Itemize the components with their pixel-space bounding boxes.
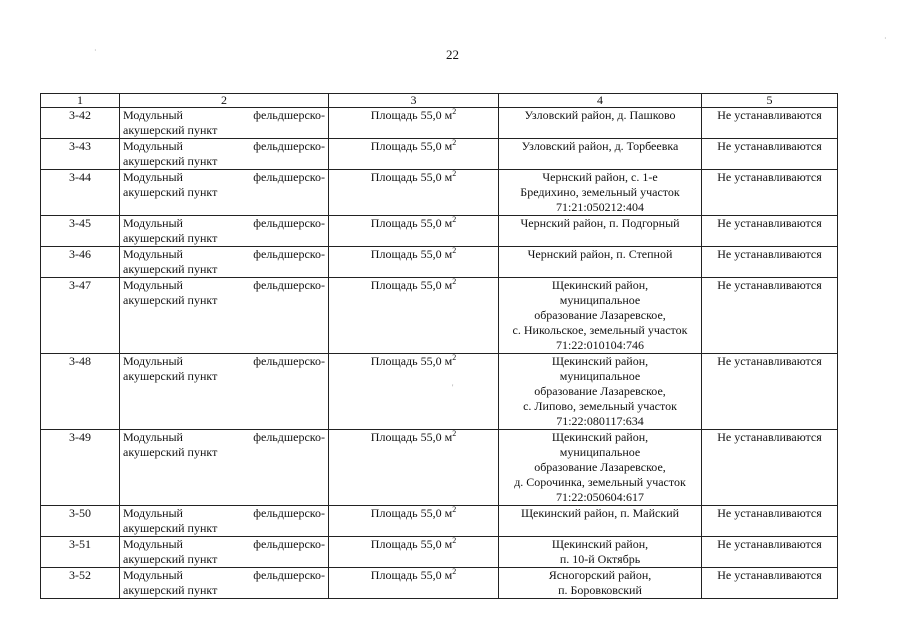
- object-name-cell: [120, 139, 329, 170]
- header-cell-2: 2: [120, 94, 329, 108]
- object-name-word1: Модульный: [123, 139, 183, 153]
- object-name-word2: фельдшерско-: [253, 139, 325, 153]
- object-name-word1: Модульный: [123, 537, 183, 551]
- row-number: 3-47: [69, 278, 91, 292]
- row-number-cell: [41, 506, 120, 537]
- location-line: Узловский район, д. Пашково: [524, 108, 676, 122]
- row-number-cell: [41, 568, 120, 599]
- zones-cell: [702, 139, 838, 170]
- location-line: образование Лазаревское,: [534, 460, 666, 474]
- table-row: [41, 278, 838, 354]
- table-row: [41, 170, 838, 216]
- row-number: 3-43: [69, 139, 91, 153]
- location-line: 71:22:080117:634: [556, 414, 644, 428]
- row-number-cell: [41, 170, 120, 216]
- table-row: [41, 568, 838, 599]
- area-unit-superscript: 2: [452, 138, 457, 147]
- location-line: с. Никольское, земельный участок: [512, 323, 688, 337]
- zones-cell: [702, 354, 838, 430]
- object-name-word1: Модульный: [123, 506, 183, 520]
- object-name-cell: [120, 247, 329, 278]
- area-text: Площадь 55,0 м: [370, 568, 453, 582]
- object-name-word2: фельдшерско-: [253, 216, 325, 230]
- area-text: Площадь 55,0 м: [370, 537, 453, 551]
- location-line: 71:21:050212:404: [555, 200, 644, 214]
- header-cell-1: 1: [41, 94, 120, 108]
- area-text: Площадь 55,0 м: [370, 430, 453, 444]
- object-name-word1: Модульный: [123, 278, 183, 292]
- row-number-cell: [41, 139, 120, 170]
- area-unit-superscript: 2: [452, 246, 457, 255]
- area-unit-superscript: 2: [452, 505, 457, 514]
- object-name-word1: Модульный: [123, 108, 183, 122]
- area-text: Площадь 55,0 м: [370, 170, 453, 184]
- area-text: Площадь 55,0 м: [370, 354, 453, 368]
- scan-speck: ·: [94, 46, 97, 55]
- table-row: [41, 216, 838, 247]
- object-name-word1: Модульный: [123, 568, 183, 582]
- zones-text: Не устанавливаются: [717, 278, 822, 292]
- location-line: Ясногорский район,: [548, 568, 652, 582]
- row-number: 3-52: [69, 568, 91, 582]
- location-cell: [499, 354, 702, 430]
- table-row: [41, 247, 838, 278]
- location-line: образование Лазаревское,: [534, 384, 666, 398]
- scan-speck: ': [452, 383, 454, 392]
- object-name-word2: фельдшерско-: [253, 568, 325, 582]
- object-name-word2: фельдшерско-: [253, 430, 325, 444]
- location-line: Чернский район, с. 1-е: [542, 170, 658, 184]
- zones-text: Не устанавливаются: [717, 139, 822, 153]
- zones-cell: [702, 108, 838, 139]
- zones-cell: [702, 278, 838, 354]
- header-row: [41, 94, 838, 108]
- page-number: 22: [446, 47, 459, 62]
- area-cell: [329, 170, 499, 216]
- zones-text: Не устанавливаются: [717, 506, 822, 520]
- object-name-cell: [120, 108, 329, 139]
- row-number: 3-44: [69, 170, 91, 184]
- object-name-cell: [120, 354, 329, 430]
- header-cell-5: 5: [702, 94, 838, 108]
- object-name-word2: фельдшерско-: [253, 170, 325, 184]
- area-text: Площадь 55,0 м: [370, 108, 453, 122]
- location-line: муниципальное: [559, 293, 641, 307]
- object-name-line2: акушерский пункт: [123, 552, 218, 566]
- area-cell: [329, 354, 499, 430]
- area-cell: [329, 247, 499, 278]
- location-line: Щекинский район,: [551, 354, 649, 368]
- scan-speck: ·: [884, 34, 887, 43]
- location-cell: [499, 247, 702, 278]
- zones-text: Не устанавливаются: [717, 354, 822, 368]
- location-line: муниципальное: [559, 445, 641, 459]
- object-name-word1: Модульный: [123, 170, 183, 184]
- area-text: Площадь 55,0 м: [370, 216, 453, 230]
- location-line: Щекинский район,: [551, 278, 649, 292]
- zones-cell: [702, 568, 838, 599]
- location-line: п. Боровковский: [558, 583, 642, 597]
- table-body: [41, 94, 838, 599]
- object-name-cell: [120, 278, 329, 354]
- object-name-word1: Модульный: [123, 430, 183, 444]
- location-cell: [499, 430, 702, 506]
- table-row: [41, 537, 838, 568]
- area-text: Площадь 55,0 м: [370, 506, 453, 520]
- object-name-word2: фельдшерско-: [253, 278, 325, 292]
- area-unit-superscript: 2: [452, 169, 457, 178]
- zones-cell: [702, 506, 838, 537]
- row-number-cell: [41, 247, 120, 278]
- zones-text: Не устанавливаются: [717, 170, 822, 184]
- header-cell-3: 3: [329, 94, 499, 108]
- zones-cell: [702, 430, 838, 506]
- location-line: Чернский район, п. Подгорный: [520, 216, 680, 230]
- zones-cell: [702, 247, 838, 278]
- area-cell: [329, 139, 499, 170]
- table-row: [41, 354, 838, 430]
- row-number: 3-45: [69, 216, 91, 230]
- location-line: образование Лазаревское,: [534, 308, 666, 322]
- object-name-line2: акушерский пункт: [123, 583, 218, 597]
- object-name-word1: Модульный: [123, 216, 183, 230]
- location-line: Чернский район, п. Степной: [527, 247, 673, 261]
- zones-text: Не устанавливаются: [717, 537, 822, 551]
- zones-text: Не устанавливаются: [717, 247, 822, 261]
- area-unit-superscript: 2: [452, 215, 457, 224]
- area-text: Площадь 55,0 м: [370, 278, 453, 292]
- row-number-cell: [41, 216, 120, 247]
- location-line: Щекинский район,: [551, 430, 649, 444]
- location-line: Узловский район, д. Торбеевка: [521, 139, 679, 153]
- object-name-line2: акушерский пункт: [123, 521, 218, 535]
- object-name-cell: [120, 216, 329, 247]
- location-line: Бредихино, земельный участок: [520, 185, 680, 199]
- object-name-line2: акушерский пункт: [123, 369, 218, 383]
- area-unit-superscript: 2: [452, 567, 457, 576]
- object-name-line2: акушерский пункт: [123, 262, 218, 276]
- table-row: [41, 506, 838, 537]
- location-cell: [499, 216, 702, 247]
- row-number-cell: [41, 430, 120, 506]
- area-unit-superscript: 2: [452, 107, 457, 116]
- location-line: д. Сорочинка, земельный участок: [514, 475, 686, 489]
- zones-text: Не устанавливаются: [717, 568, 822, 582]
- object-name-line2: акушерский пункт: [123, 123, 218, 137]
- row-number: 3-42: [69, 108, 91, 122]
- object-name-line2: акушерский пункт: [123, 231, 218, 245]
- table-row: [41, 139, 838, 170]
- location-line: с. Липово, земельный участок: [523, 399, 677, 413]
- location-line: муниципальное: [559, 369, 641, 383]
- area-cell: [329, 108, 499, 139]
- zones-text: Не устанавливаются: [717, 430, 822, 444]
- area-cell: [329, 568, 499, 599]
- object-name-word1: Модульный: [123, 354, 183, 368]
- location-line: п. 10-й Октябрь: [559, 552, 641, 566]
- zones-text: Не устанавливаются: [717, 108, 822, 122]
- row-number: 3-46: [69, 247, 91, 261]
- table-row: [41, 430, 838, 506]
- zones-cell: [702, 216, 838, 247]
- row-number-cell: [41, 537, 120, 568]
- area-text: Площадь 55,0 м: [370, 247, 453, 261]
- area-unit-superscript: 2: [452, 429, 457, 438]
- object-name-line2: акушерский пункт: [123, 293, 218, 307]
- object-name-cell: [120, 537, 329, 568]
- location-line: Щекинский район,: [551, 537, 649, 551]
- location-cell: [499, 170, 702, 216]
- area-cell: [329, 506, 499, 537]
- table-row: [41, 108, 838, 139]
- object-name-line2: акушерский пункт: [123, 185, 218, 199]
- location-line: Щекинский район, п. Майский: [520, 506, 680, 520]
- location-cell: [499, 139, 702, 170]
- header-cell-4: 4: [499, 94, 702, 108]
- object-name-word1: Модульный: [123, 247, 183, 261]
- object-name-line2: акушерский пункт: [123, 154, 218, 168]
- zones-text: Не устанавливаются: [717, 216, 822, 230]
- location-cell: [499, 278, 702, 354]
- location-cell: [499, 506, 702, 537]
- object-name-word2: фельдшерско-: [253, 354, 325, 368]
- area-cell: [329, 216, 499, 247]
- zones-cell: [702, 170, 838, 216]
- area-cell: [329, 430, 499, 506]
- area-text: Площадь 55,0 м: [370, 139, 453, 153]
- object-name-cell: [120, 568, 329, 599]
- object-name-cell: [120, 430, 329, 506]
- object-name-line2: акушерский пункт: [123, 445, 218, 459]
- object-name-word2: фельдшерско-: [253, 247, 325, 261]
- location-cell: [499, 537, 702, 568]
- location-cell: [499, 108, 702, 139]
- object-name-word2: фельдшерско-: [253, 108, 325, 122]
- row-number-cell: [41, 278, 120, 354]
- location-cell: [499, 568, 702, 599]
- row-number-cell: [41, 108, 120, 139]
- row-number-cell: [41, 354, 120, 430]
- location-line: 71:22:050604:617: [555, 490, 644, 504]
- object-name-word2: фельдшерско-: [253, 506, 325, 520]
- zones-cell: [702, 537, 838, 568]
- area-unit-superscript: 2: [452, 536, 457, 545]
- object-name-word2: фельдшерско-: [253, 537, 325, 551]
- area-cell: [329, 278, 499, 354]
- facilities-table: [40, 93, 838, 599]
- area-unit-superscript: 2: [452, 277, 457, 286]
- area-cell: [329, 537, 499, 568]
- row-number: 3-50: [69, 506, 91, 520]
- object-name-cell: [120, 506, 329, 537]
- area-unit-superscript: 2: [452, 353, 457, 362]
- row-number: 3-48: [69, 354, 91, 368]
- object-name-cell: [120, 170, 329, 216]
- location-line: 71:22:010104:746: [555, 338, 644, 352]
- row-number: 3-49: [69, 430, 91, 444]
- row-number: 3-51: [69, 537, 91, 551]
